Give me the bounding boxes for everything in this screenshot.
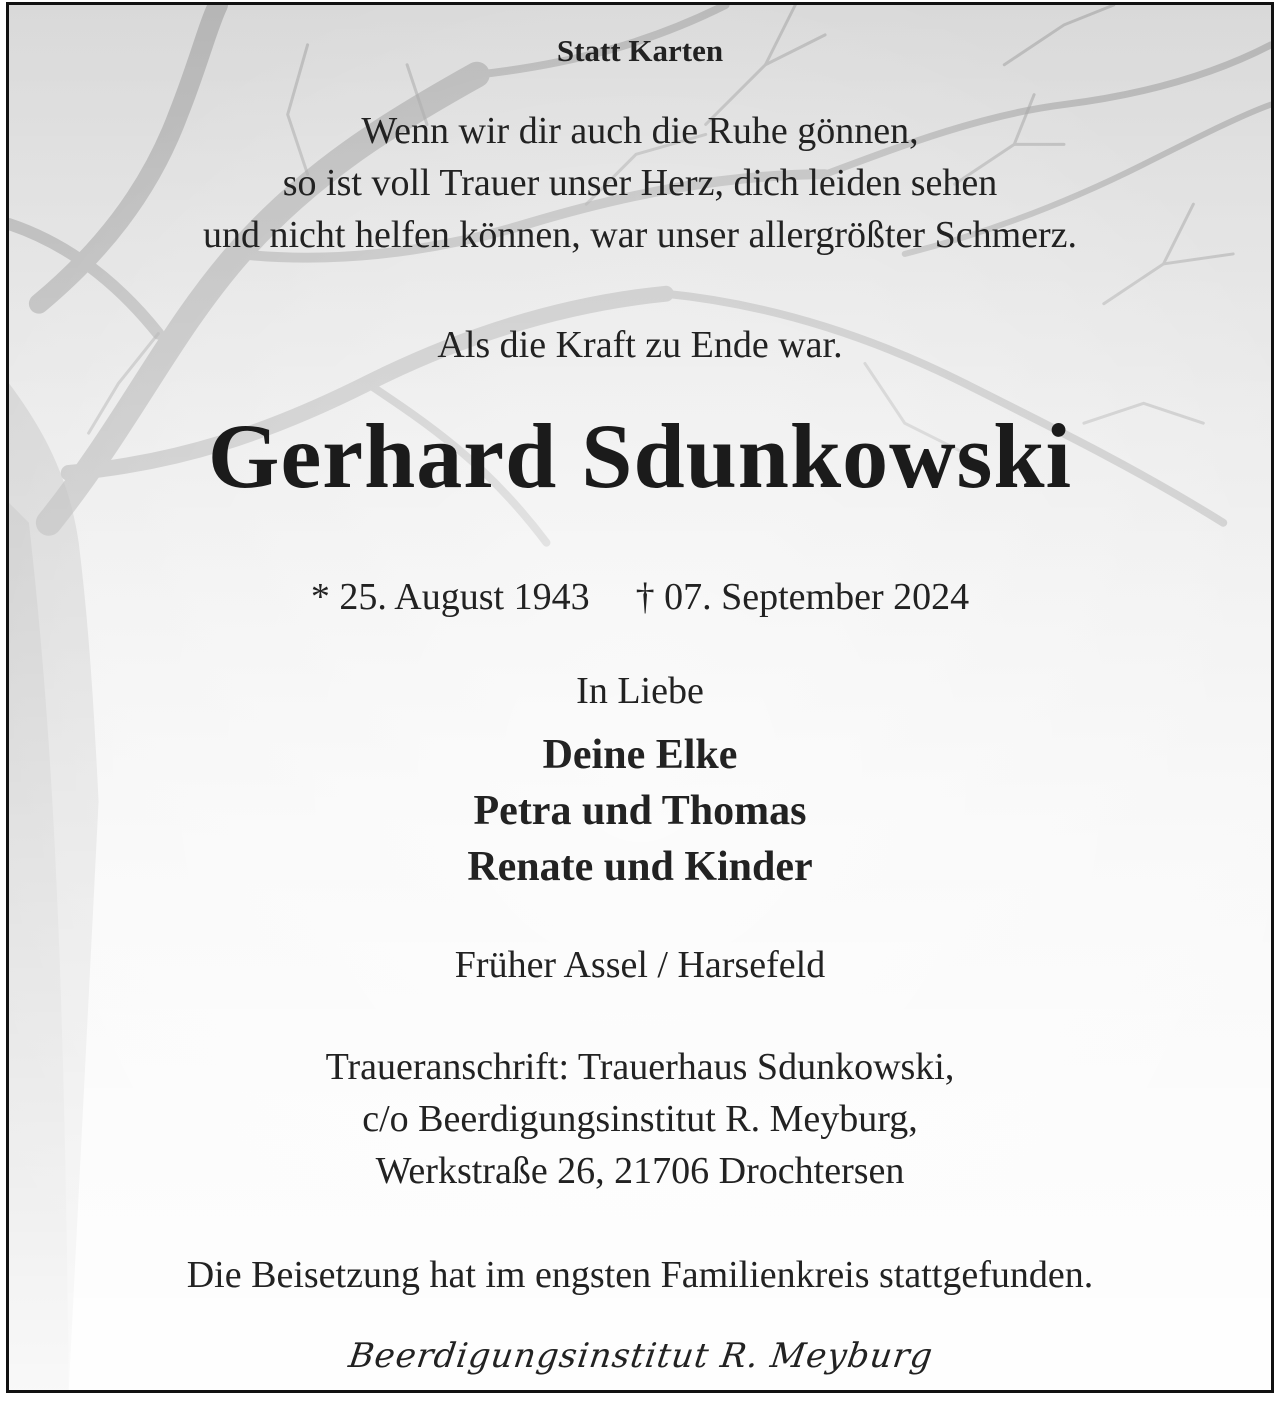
- address-line-3: Werkstraße 26, 21706 Drochtersen: [375, 1150, 905, 1192]
- burial-note: Die Beisetzung hat im engsten Familienkreis stattgefunden.: [186, 1254, 1094, 1296]
- statt-karten-heading: Statt Karten: [556, 33, 724, 68]
- birth-date: * 25. August 1943: [310, 576, 590, 618]
- deceased-name: Gerhard Sdunkowski: [207, 405, 1073, 507]
- verse-line-2: so ist voll Trauer unser Herz, dich leiden sehen: [282, 162, 998, 204]
- signature-text: Beerdigungsinstitut R. Meyburg: [346, 1336, 936, 1376]
- obituary-frame: [6, 2, 1274, 1393]
- life-dates: [9, 575, 1271, 619]
- mourner-line-2: Petra und Thomas: [473, 788, 807, 834]
- mourners-intro: In Liebe: [576, 670, 704, 712]
- address-line-1: Traueranschrift: Trauerhaus Sdunkowski,: [325, 1046, 955, 1088]
- address-line-2: c/o Beerdigungsinstitut R. Meyburg,: [362, 1098, 918, 1140]
- intro-line: Als die Kraft zu Ende war.: [437, 324, 843, 366]
- mourner-line-1: Deine Elke: [542, 732, 738, 778]
- funeral-home-signature: [9, 1327, 1271, 1383]
- verse-line-1: Wenn wir dir auch die Ruhe gönnen,: [361, 110, 919, 152]
- verse-line-3: und nicht helfen können, war unser allergrößter Schmerz.: [202, 214, 1078, 256]
- mourner-line-3: Renate und Kinder: [467, 844, 813, 890]
- origin-line: Früher Assel / Harsefeld: [454, 944, 826, 986]
- obituary-content: [9, 5, 1271, 1390]
- death-date: † 07. September 2024: [635, 576, 970, 618]
